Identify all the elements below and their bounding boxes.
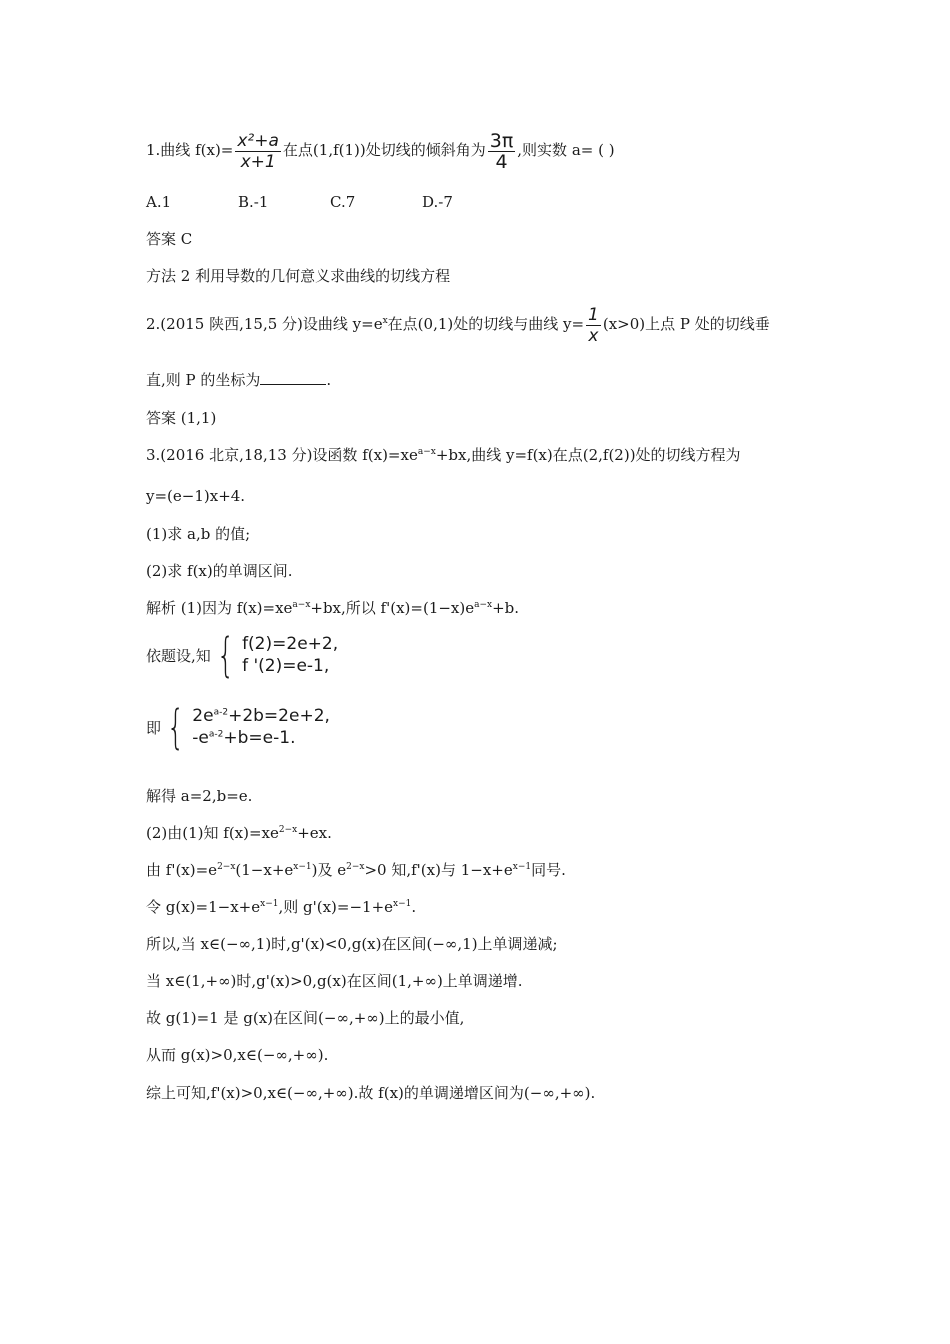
solution-conclusion: 综上可知,f'(x)>0,x∈(−∞,+∞).故 f(x)的单调递增区间为(−∞,+∞). xyxy=(146,1084,596,1102)
q1-options xyxy=(146,192,514,212)
q1-middle: 在点(1,f(1))处切线的倾斜角为 xyxy=(282,141,486,159)
system1-rows xyxy=(242,633,338,677)
q1-option-a: A.1 xyxy=(146,193,172,211)
q2-suffix: (x>0)上点 P 处的切线垂 xyxy=(602,315,770,333)
l3-exp1: 2−x xyxy=(217,862,236,872)
q3-part2: (2)求 f(x)的单调区间. xyxy=(146,562,293,580)
q2-line2-suffix: . xyxy=(326,371,332,389)
q1-angle-num: 3π xyxy=(489,129,514,152)
q1-suffix: ,则实数 a= ( ) xyxy=(517,141,615,159)
l3-d: >0 知,f'(x)与 1−x+e xyxy=(364,861,513,879)
q3-suffix: +bx,曲线 y=f(x)在点(2,f(2))处的切线方程为 xyxy=(435,446,741,464)
sol1-prefix: 解析 (1)因为 f(x)=xe xyxy=(146,599,293,617)
system2-row1: $2e^{a-2}+2b=2e+2$, xyxy=(192,706,330,726)
q2-prefix: 2.(2015 陕西,15,5 分)设曲线 y=e xyxy=(146,315,383,333)
q3-prefix: 3.(2016 北京,18,13 分)设函数 f(x)=xe xyxy=(146,446,418,464)
q2-stem-line2 xyxy=(146,370,331,390)
q1-option-c: C.7 xyxy=(330,193,356,211)
q1-option-b: B.-1 xyxy=(238,193,269,211)
l4-c: . xyxy=(411,898,417,916)
q3-stem-line1 xyxy=(146,445,741,465)
q2-middle: 在点(0,1)处的切线与曲线 y= xyxy=(387,315,585,333)
q2-answer: 答案 (1,1) xyxy=(146,409,217,427)
l2-exp: 2−x xyxy=(278,825,298,835)
q2-fraction xyxy=(586,305,601,346)
l3-b: (1−x+e xyxy=(235,861,294,879)
l3-exp2: x−1 xyxy=(293,862,312,872)
l3-e: 同号. xyxy=(531,861,566,879)
q1-stem xyxy=(146,128,615,172)
l3-exp3: 2−x xyxy=(346,862,365,872)
system2-label: 即 xyxy=(146,718,162,737)
left-brace-icon: { xyxy=(216,628,235,682)
q1-angle-fraction xyxy=(488,131,516,172)
solution-part2-line1 xyxy=(146,823,332,843)
system1-row1: f(2)=2e+2, xyxy=(242,634,339,654)
q3-part1: (1)求 a,b 的值; xyxy=(146,525,251,543)
solution-part2-line5: 当 x∈(1,+∞)时,g'(x)>0,g(x)在区间(1,+∞)上单调递增. xyxy=(146,972,523,990)
l4-exp2: x−1 xyxy=(393,899,412,909)
l3-c: )及 e xyxy=(311,861,347,879)
solution-part2-line2 xyxy=(146,860,566,880)
l3-a: 由 f'(x)=e xyxy=(146,861,218,879)
q1-frac-num: x²+a xyxy=(237,130,279,151)
q2-frac-den: x xyxy=(588,325,599,346)
l2-suffix: +ex. xyxy=(297,824,332,842)
solution-part2-line6: 故 g(1)=1 是 g(x)在区间(−∞,+∞)上的最小值, xyxy=(146,1009,465,1027)
sol1-middle: +bx,所以 f'(x)=(1−x)e xyxy=(310,599,475,617)
l2-prefix: (2)由(1)知 f(x)=xe xyxy=(146,824,279,842)
solution-part2-line7: 从而 g(x)>0,x∈(−∞,+∞). xyxy=(146,1046,329,1064)
q2-exponent: x xyxy=(382,316,388,326)
q1-frac-den: x+1 xyxy=(240,151,276,172)
q2-frac-num: 1 xyxy=(588,304,599,325)
q3-solution-line1 xyxy=(146,598,519,618)
q1-fraction xyxy=(235,131,281,172)
sol1-suffix: +b. xyxy=(492,599,520,617)
equation-system-1 xyxy=(146,628,339,682)
equation-system-2 xyxy=(146,700,330,754)
q3-stem-line2: y=(e−1)x+4. xyxy=(146,487,246,505)
method-heading: 方法 2 利用导数的几何意义求曲线的切线方程 xyxy=(146,267,451,285)
sol1-exp2: a−x xyxy=(474,600,493,610)
q2-stem-line1 xyxy=(146,302,770,346)
q3-exponent: a−x xyxy=(417,447,436,457)
q1-angle-den: 4 xyxy=(495,150,508,173)
q1-prefix: 1.曲线 f(x)= xyxy=(146,141,234,159)
system2-rows xyxy=(192,705,330,749)
system1-row2: f '(2)=e-1, xyxy=(242,656,330,676)
l4-exp1: x−1 xyxy=(260,899,279,909)
l3-exp4: x−1 xyxy=(512,862,532,872)
solution-part2-line3 xyxy=(146,897,416,917)
l4-a: 令 g(x)=1−x+e xyxy=(146,898,261,916)
q2-line2-prefix: 直,则 P 的坐标为 xyxy=(146,371,261,389)
l4-b: ,则 g'(x)=−1+e xyxy=(278,898,394,916)
left-brace-icon: { xyxy=(166,700,185,754)
q1-answer: 答案 C xyxy=(146,230,193,248)
sol1-exp1: a−x xyxy=(292,600,311,610)
solution-ab: 解得 a=2,b=e. xyxy=(146,787,253,805)
q2-answer-blank xyxy=(260,370,326,385)
system2-row2: $-e^{a-2}+b=e-1$. xyxy=(192,728,296,748)
q1-option-d: D.-7 xyxy=(422,193,453,211)
solution-part2-line4: 所以,当 x∈(−∞,1)时,g'(x)<0,g(x)在区间(−∞,1)上单调递减; xyxy=(146,935,558,953)
system1-label: 依题设,知 xyxy=(146,646,211,665)
